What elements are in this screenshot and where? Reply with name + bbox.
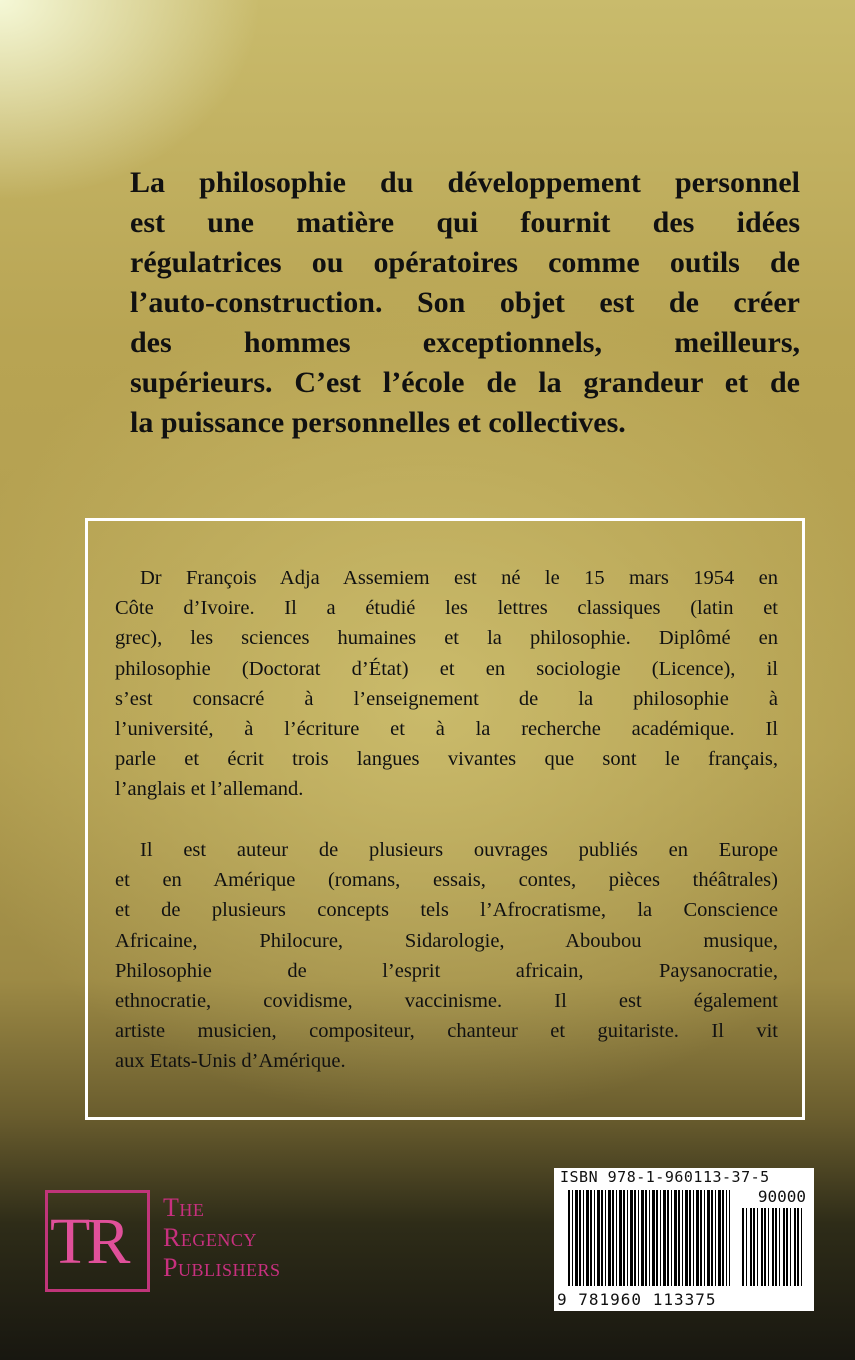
bio-line: Côte d’Ivoire. Il a étudié les lettres classiques (latin et <box>115 597 778 620</box>
author-bio-paragraph-1 <box>115 563 778 805</box>
bio-line: philosophie (Doctorat d’État) et en sociologie (Licence), il <box>115 657 778 680</box>
publisher-name-line: Regency <box>163 1223 257 1252</box>
bio-line: ethnocratie, covidisme, vaccinisme. Il est également <box>115 990 778 1013</box>
bio-line: Philosophie de l’esprit africain, Paysanocratie, <box>115 959 778 982</box>
blurb-line: La philosophie du développement personnel <box>130 166 800 199</box>
bio-line: et en Amérique (romans, essais, contes, pièces théâtrales) <box>115 869 778 892</box>
barcode-bars <box>568 1190 730 1286</box>
blurb-line: est une matière qui fournit des idées <box>130 206 800 239</box>
bio-line: et de plusieurs concepts tels l’Afrocratisme, la Conscience <box>115 899 778 922</box>
publisher-name <box>163 1193 280 1283</box>
author-bio-paragraph-2 <box>115 835 778 1077</box>
blurb-line: régulatrices ou opératoires comme outils de <box>130 246 800 279</box>
bio-line: grec), les sciences humaines et la philosophie. Diplômé en <box>115 627 778 650</box>
isbn-barcode <box>554 1168 814 1311</box>
publisher-logo <box>45 1190 150 1292</box>
bio-line: l’université, à l’écriture et à la recherche académique. Il <box>115 718 778 741</box>
bio-line: s’est consacré à l’enseignement de la philosophie à <box>115 687 778 710</box>
publisher-name-line: The <box>163 1193 205 1222</box>
bio-line: Dr François Adja Assemiem est né le 15 mars 1954 en <box>140 567 778 589</box>
bio-line: Il est auteur de plusieurs ouvrages publiés en Europe <box>140 839 778 861</box>
back-cover-blurb <box>130 163 800 443</box>
bio-line: Africaine, Philocure, Sidarologie, Aboubou musique, <box>115 929 778 952</box>
barcode-digits: 9 781960 113375 <box>557 1290 717 1309</box>
blurb-line: des hommes exceptionnels, meilleurs, <box>130 326 800 359</box>
blurb-line: l’auto-construction. Son objet est de créer <box>130 286 800 319</box>
bio-line: artiste musicien, compositeur, chanteur et guitariste. Il vit <box>115 1020 778 1043</box>
publisher-name-line: Publishers <box>163 1253 281 1282</box>
blurb-line: supérieurs. C’est l’école de la grandeur et de <box>130 366 800 399</box>
bio-line: aux Etats-Unis d’Amérique. <box>115 1050 346 1073</box>
blurb-line: la puissance personnelles et collectives. <box>130 406 626 439</box>
isbn-label: ISBN 978-1-960113-37-5 <box>560 1168 770 1186</box>
bio-line: parle et écrit trois langues vivantes que sont le français, <box>115 748 778 771</box>
bio-line: l’anglais et l’allemand. <box>115 778 304 801</box>
addon-barcode-bars <box>742 1208 804 1286</box>
price-addon: 90000 <box>757 1187 806 1206</box>
logo-monogram: TR <box>50 1205 127 1278</box>
